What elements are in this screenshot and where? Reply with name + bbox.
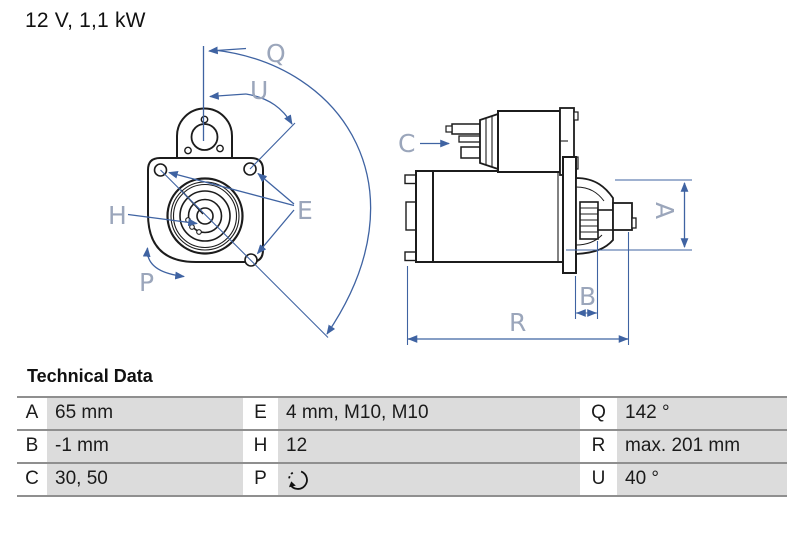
table-key: A	[17, 398, 47, 429]
table-key: P	[243, 464, 278, 495]
dim-label-h: H	[108, 201, 127, 230]
table-value: 142 °	[617, 398, 787, 429]
table-value: 30, 50	[47, 464, 243, 495]
table-value: 12	[278, 431, 580, 462]
dim-label-e: E	[297, 196, 313, 225]
technical-data-table	[17, 396, 787, 497]
dim-label-c: C	[398, 129, 416, 158]
table-value: 4 mm, M10, M10	[278, 398, 580, 429]
dim-label-q: Q	[266, 39, 286, 68]
table-value: -1 mm	[47, 431, 243, 462]
technical-data-heading: Technical Data	[27, 366, 153, 386]
dim-label-a: A	[650, 202, 679, 220]
table-key: Q	[580, 398, 617, 429]
table-row	[17, 462, 787, 495]
table-key: C	[17, 464, 47, 495]
rotation-direction-icon	[286, 467, 310, 492]
table-value: 40 °	[617, 464, 787, 495]
table-row	[17, 396, 787, 429]
dim-label-b: B	[579, 282, 597, 311]
front-view-outline	[148, 109, 263, 267]
table-key: R	[580, 431, 617, 462]
table-key: B	[17, 431, 47, 462]
product-spec-title: 12 V, 1,1 kW	[25, 9, 146, 32]
table-key: H	[243, 431, 278, 462]
table-key: U	[580, 464, 617, 495]
table-value: max. 201 mm	[617, 431, 787, 462]
table-key: E	[243, 398, 278, 429]
table-value: 65 mm	[47, 398, 243, 429]
table-value-rotation	[278, 464, 580, 495]
dim-label-u: U	[250, 76, 269, 105]
dim-label-r: R	[509, 308, 527, 337]
table-row	[17, 429, 787, 462]
side-view-outline	[405, 108, 636, 273]
dim-label-p: P	[139, 268, 155, 297]
